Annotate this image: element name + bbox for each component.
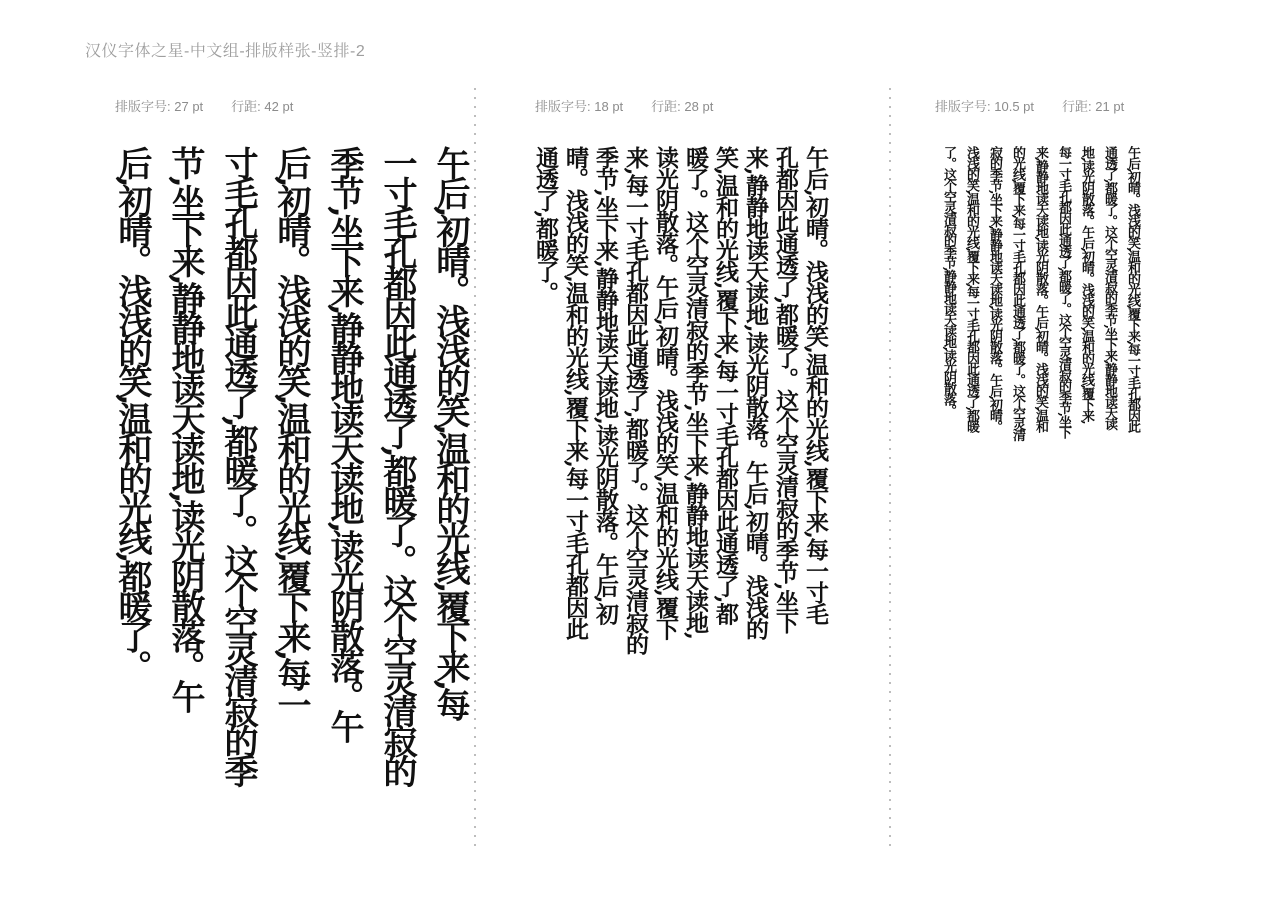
vertical-text-column: 了。这个空灵清寂的季节,静静地读天读地,读光阴散落。 <box>941 146 956 416</box>
font-size-label: 排版字号: <box>535 99 591 114</box>
vertical-text-column: 每一寸毛孔都因此通透了,都暖了。这个空灵清寂的季节,坐下 <box>1056 146 1071 438</box>
leading-value: 21 pt <box>1095 99 1125 114</box>
vertical-text-column: 一寸毛孔都因此通透了,都暖了。这个空灵清寂的 <box>377 146 417 784</box>
vertical-text-column: 晴。浅浅的笑,温和的光线,覆下来,每一寸毛孔都因此 <box>562 146 589 639</box>
font-size-label: 排版字号: <box>935 99 991 114</box>
specimen-10-5pt-header <box>935 96 1124 115</box>
vertical-text-column: 后,初晴。浅浅的笑,温和的光线,覆下来,每一 <box>271 146 311 718</box>
vertical-text-column: 笑,温和的光线,覆下来,每一寸毛孔都因此通透了,都 <box>712 146 739 624</box>
vertical-text-column: 孔都因此通透了,都暖了。这个空灵清寂的季节,坐下 <box>772 146 799 633</box>
vertical-text-column: 来,静静地读天读地,读光阴散落。午后,初晴。浅浅的笑,温和 <box>1033 146 1048 432</box>
vertical-text-column: 午后,初晴。浅浅的笑,温和的光线,覆下来,每一寸毛 <box>802 146 829 624</box>
leading-value: 28 pt <box>684 99 714 114</box>
leading-label: 行距: <box>1062 99 1092 114</box>
font-size-value: 18 pt <box>594 99 624 114</box>
specimen-18pt <box>530 146 830 716</box>
vertical-text-column: 读光阴散落。午后,初晴。浅浅的笑,温和的光线,覆下 <box>652 146 679 639</box>
leading-label: 行距: <box>231 99 261 114</box>
vertical-text-column: 浅浅的笑,温和的光线,覆下来,每一寸毛孔都因此通透了,都暖 <box>964 146 979 432</box>
vertical-text-column: 来,每一寸毛孔都因此通透了,都暖了。这个空灵清寂的 <box>622 146 649 654</box>
font-size-value: 27 pt <box>174 99 204 114</box>
specimen-18pt-header <box>535 96 713 115</box>
font-size-label: 排版字号: <box>115 99 171 114</box>
vertical-text-column: 地,读光阴散落。午后,初晴。浅浅的笑,温和的光线,覆下来, <box>1079 146 1094 423</box>
specimen-10-5pt <box>936 146 1144 486</box>
font-size-value: 10.5 pt <box>994 99 1035 114</box>
specimen-27pt-header <box>115 96 293 115</box>
vertical-text-column: 暖了。这个空灵清寂的季节,坐下来,静静地读天读地, <box>682 146 709 639</box>
leading-value: 42 pt <box>264 99 294 114</box>
leading-label: 行距: <box>651 99 681 114</box>
vertical-text-column: 午后,初晴。浅浅的笑,温和的光线,覆下来,每 <box>430 146 470 718</box>
vertical-text-column: 寂的季节,坐下来,静静地读天读地,读光阴散落。午后,初晴。 <box>987 146 1002 432</box>
vertical-text-column: 来,静静地读天读地,读光阴散落。午后,初晴。浅浅的 <box>742 146 769 639</box>
page-title: 汉仪字体之星-中文组-排版样张-竖排-2 <box>85 43 366 60</box>
section-divider <box>889 88 891 850</box>
specimen-27pt <box>104 146 476 846</box>
vertical-text-column: 节,坐下来,静静地读天读地,读光阴散落。午 <box>165 146 205 710</box>
vertical-text-column: 寸毛孔都因此通透了,都暖了。这个空灵清寂的季 <box>218 146 258 784</box>
vertical-text-column: 季节,坐下来,静静地读天读地,读光阴散落。午后,初 <box>592 146 619 624</box>
vertical-text-column: 季节,坐下来,静静地读天读地,读光阴散落。午 <box>324 146 364 740</box>
vertical-text-column: 通透了,都暖了。 <box>532 146 559 304</box>
vertical-text-column: 后,初晴。浅浅的笑,温和的光线,都暖了。 <box>112 146 152 680</box>
vertical-text-column: 通透了,都暖了。这个空灵清寂的季节,坐下来,静静地读天读 <box>1102 146 1117 429</box>
vertical-text-column: 午后,初晴。浅浅的笑,温和的光线,覆下来,每一寸毛孔都因此 <box>1125 146 1140 432</box>
vertical-text-column: 的光线,覆下来,每一寸毛孔都因此通透了,都暖了。这个空灵清 <box>1010 146 1025 440</box>
